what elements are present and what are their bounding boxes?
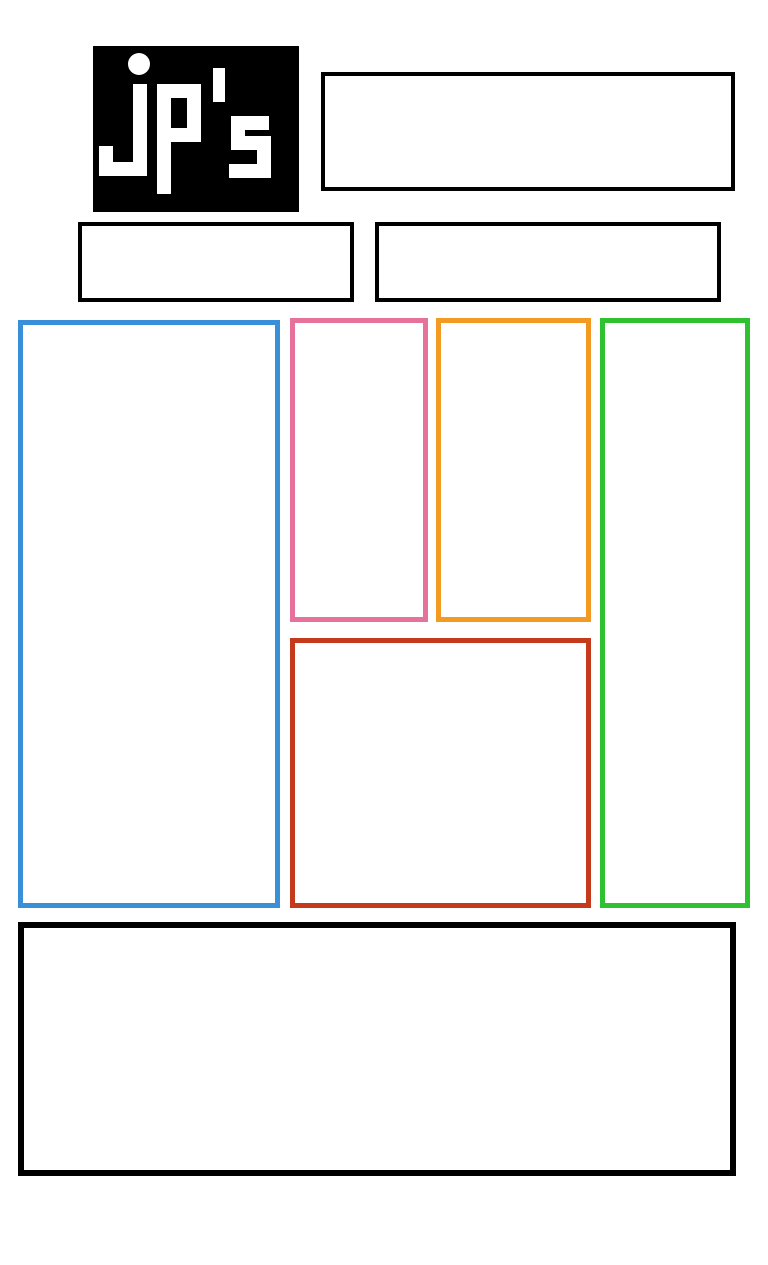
panini-wraps-panel	[18, 320, 280, 908]
salads-panel	[600, 318, 750, 908]
top-dot-border	[0, 13, 768, 35]
events-box	[375, 222, 721, 302]
hours-box	[321, 72, 735, 191]
soups-panel	[290, 318, 428, 622]
sides-panel	[436, 318, 591, 622]
carryout-box	[78, 222, 354, 302]
beverages-panel	[290, 638, 591, 908]
bottom-square-border	[0, 1221, 768, 1243]
combos-panel	[18, 922, 736, 1176]
logo-number	[255, 76, 305, 202]
